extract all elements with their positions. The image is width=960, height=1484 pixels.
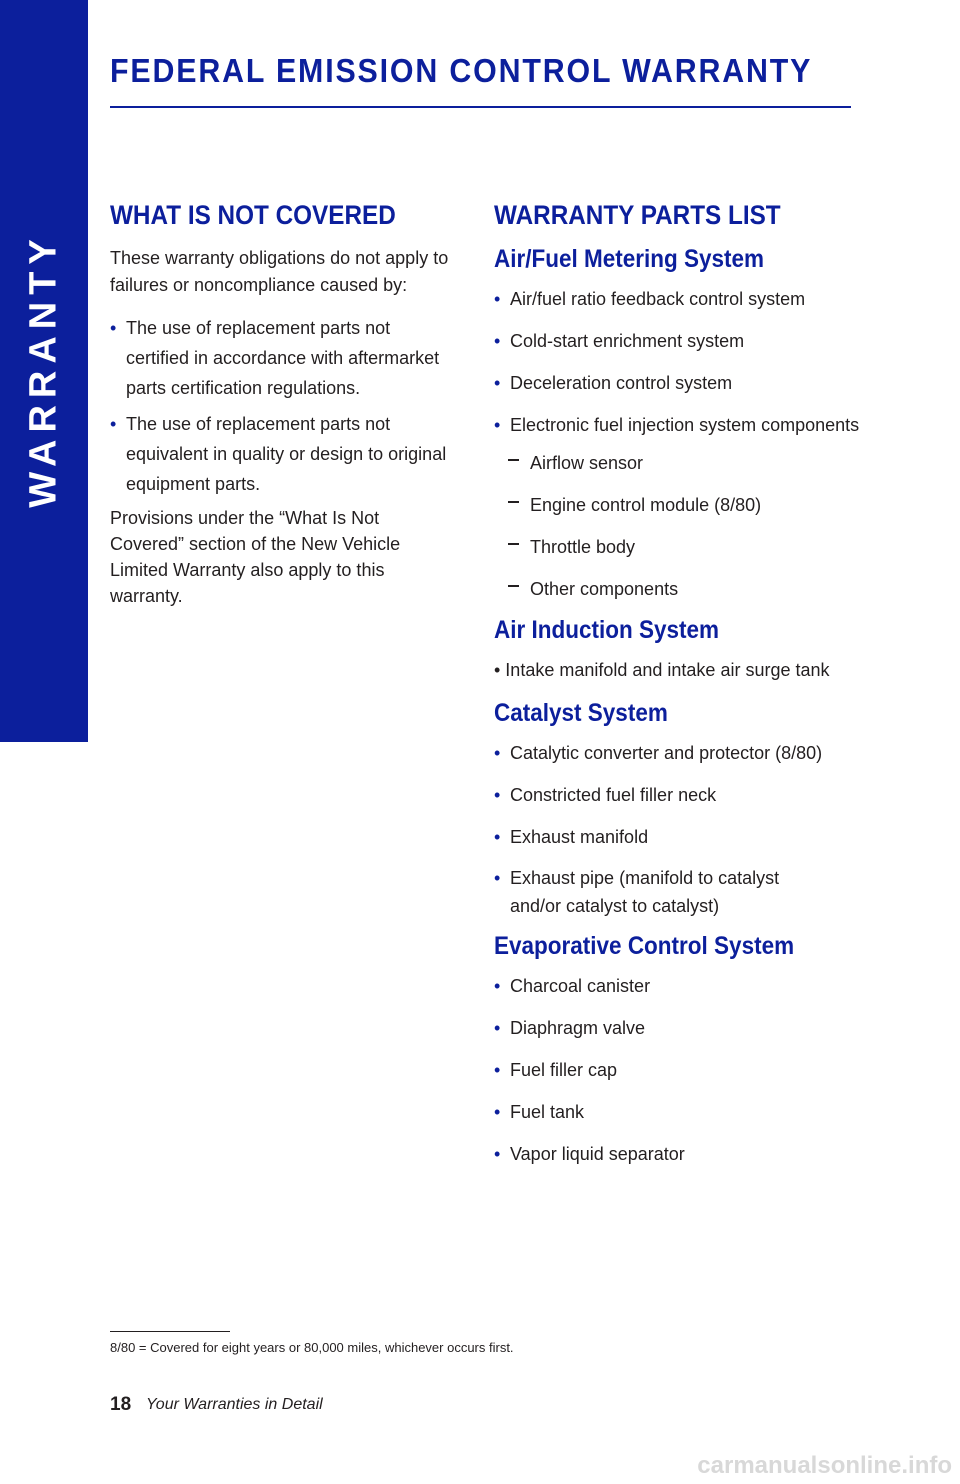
parts-list-section [494,200,874,1181]
list-item: • Constricted fuel filler neck [494,780,874,810]
list-item: • Vapor liquid separator [494,1139,874,1169]
evaporative-heading: Evaporative Control System [494,932,795,960]
list-item: • Catalytic converter and protector (8/80) [494,738,874,768]
fuel-injection-components-list [494,448,874,604]
list-item: • Diaphragm valve [494,1013,874,1043]
provisions-paragraph: Provisions under the “What Is Not Covered” section of the New Vehicle Limited Warranty also apply to this warranty. [110,508,401,606]
not-covered-list [110,313,455,499]
title-divider [110,106,851,108]
list-item: • The use of replacement parts not equivalent in quality or design to original equipment parts. [110,409,455,499]
list-item: • Fuel tank [494,1097,874,1127]
air-induction-item: • Intake manifold and intake air surge tank [494,660,830,680]
list-item: • Fuel filler cap [494,1055,874,1085]
air-induction-heading: Air Induction System [494,616,720,644]
list-item: • Exhaust manifold [494,822,874,852]
list-item: Engine control module (8/80) [494,490,874,520]
air-fuel-heading: Air/Fuel Metering System [494,245,765,273]
footer-text: Your Warranties in Detail [146,1396,323,1413]
list-item: • Electronic fuel injection system components [494,410,874,440]
not-covered-heading: WHAT IS NOT COVERED [110,200,396,230]
list-item: • The use of replacement parts not certified in accordance with aftermarket parts certification regulations. [110,313,455,403]
not-covered-intro: These warranty obligations do not apply to failures or noncompliance caused by: [110,248,449,295]
list-item: • Deceleration control system [494,368,874,398]
catalyst-list [494,738,874,920]
page-number: 18 [110,1394,132,1415]
air-fuel-list [494,284,874,440]
list-item: • Cold-start enrichment system [494,326,874,356]
watermark: carmanualsonline.info [697,1452,952,1479]
list-item: • Exhaust pipe (manifold to catalyst and/or catalyst to catalyst) [494,864,800,920]
list-item: Throttle body [494,532,874,562]
page-title: FEDERAL EMISSION CONTROL WARRANTY [110,52,813,89]
list-item: • Charcoal canister [494,971,874,1001]
list-item: • Air/fuel ratio feedback control system [494,284,874,314]
list-item: Airflow sensor [494,448,874,478]
parts-list-heading: WARRANTY PARTS LIST [494,200,781,230]
evaporative-list [494,971,874,1169]
side-tab [0,0,88,742]
footnote-divider [110,1331,230,1332]
not-covered-section [110,200,455,623]
footnote: 8/80 = Covered for eight years or 80,000 miles, whichever occurs first. [110,1340,514,1355]
catalyst-heading: Catalyst System [494,699,668,727]
side-tab-label: WARRANTY [22,232,65,508]
list-item: Other components [494,574,874,604]
